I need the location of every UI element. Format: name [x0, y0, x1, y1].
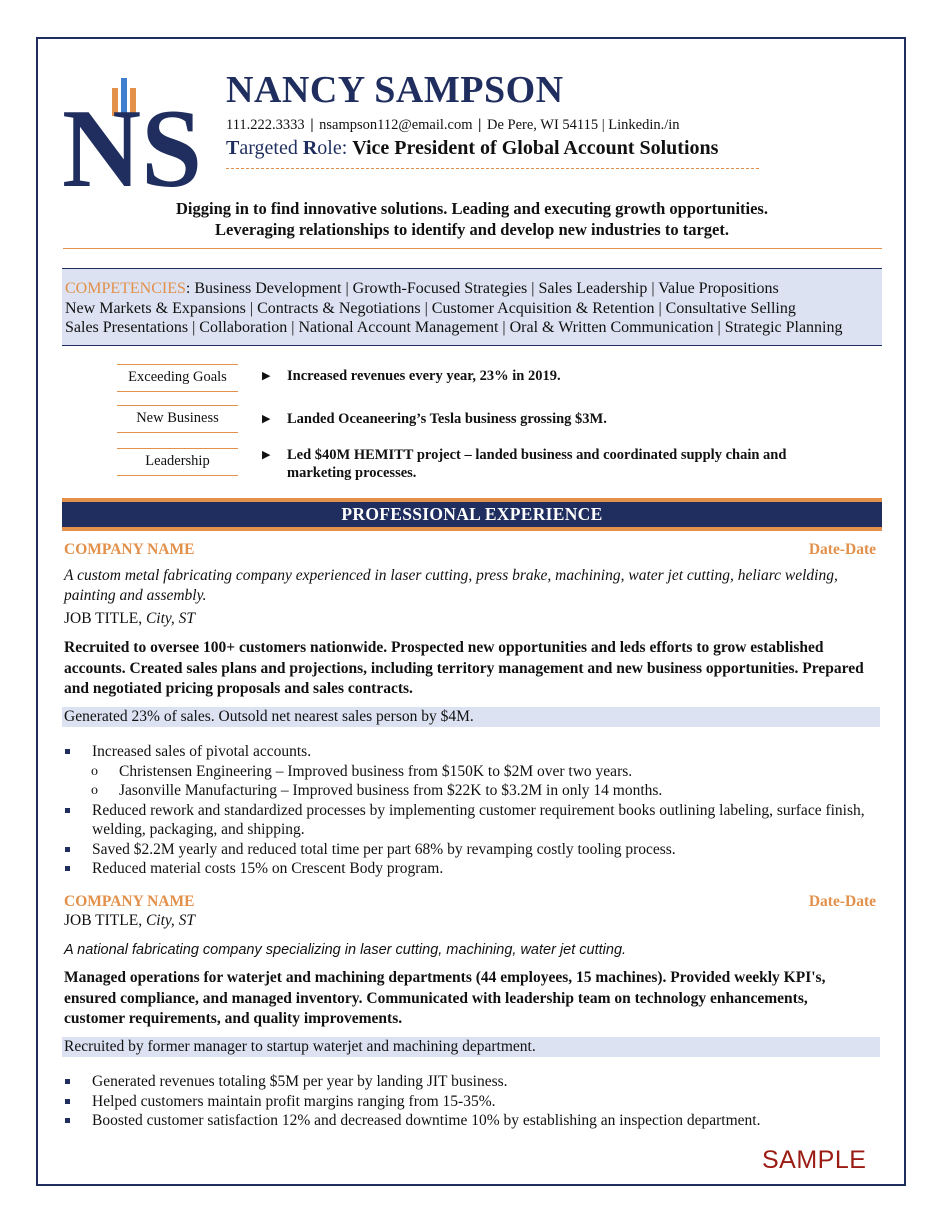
- separator: |: [601, 117, 605, 133]
- section-heading: PROFESSIONAL EXPERIENCE: [62, 498, 882, 531]
- email: nsampson112@email.com: [319, 117, 473, 133]
- separator: |: [310, 117, 314, 133]
- targeted-role: [226, 137, 718, 160]
- tagline-line-1: Digging in to find innovative solutions. Leading and executing growth opportunities.: [176, 199, 768, 218]
- competencies-box: [62, 268, 882, 346]
- list-item: o Christensen Engineering – Improved business from $150K to $2M over two years.: [91, 762, 633, 780]
- competencies-line-2: New Markets & Expansions | Contracts & Negotiations | Customer Acquisition & Retention | Consultative Selling: [65, 299, 796, 317]
- location: De Pere, WI 54115: [486, 117, 599, 133]
- square-bullet-icon: [65, 1099, 70, 1104]
- candidate-name: NANCY SAMPSON: [226, 69, 564, 111]
- arrow-right-icon: ▶: [262, 370, 271, 382]
- job-summary: Managed operations for waterjet and machining departments (44 employees, 15 machines). Provided weekly KPI's, ensured compliance, and managed inventory. Communicated with leadership team on technology enhancements, customer requirements, and quality improvements.: [64, 969, 826, 1027]
- square-bullet-icon: [65, 1079, 70, 1084]
- square-bullet-icon: [65, 866, 70, 871]
- achievement-list: [64, 742, 869, 879]
- highlight-item: ▶ Led $40M HEMITT project – landed business and coordinated supply chain and marketing processes.: [262, 447, 787, 481]
- sample-watermark: SAMPLE: [762, 1146, 867, 1174]
- separator: |: [478, 117, 482, 133]
- header-dashed-divider: [226, 168, 759, 169]
- job-title: JOB TITLE, City, ST: [64, 912, 196, 929]
- circle-bullet-icon: o: [91, 783, 98, 798]
- company-description: A custom metal fabricating company experienced in laser cutting, press brake, machining, water jet cutting, heliarc welding, painting and assembly.: [64, 567, 838, 604]
- contact-line: [226, 117, 680, 134]
- competencies-line-1: COMPETENCIES: Business Development | Growth-Focused Strategies | Sales Leadership | Value Propositions: [65, 280, 779, 297]
- highlight-label: New Business: [117, 405, 238, 433]
- job-title: JOB TITLE, City, ST: [64, 610, 196, 627]
- highlight-label: Exceeding Goals: [117, 364, 238, 392]
- list-item: Boosted customer satisfaction 12% and decreased downtime 10% by establishing an inspection department.: [64, 1111, 869, 1131]
- list-item: Generated revenues totaling $5M per year by landing JIT business.: [64, 1072, 869, 1092]
- competencies-line-3: Sales Presentations | Collaboration | National Account Management | Oral & Written Communication | Strategic Planning: [65, 319, 843, 336]
- achievement-highlight: Generated 23% of sales. Outsold net nearest sales person by $4M.: [62, 707, 880, 727]
- list-item: Reduced material costs 15% on Crescent Body program.: [64, 859, 869, 879]
- arrow-right-icon: ▶: [262, 449, 271, 461]
- list-item: Saved $2.2M yearly and reduced total time per part 68% by revamping costly tooling process.: [64, 840, 869, 860]
- linkedin: Linkedin./in: [608, 117, 680, 133]
- circle-bullet-icon: o: [91, 763, 98, 779]
- list-item: Increased sales of pivotal accounts.: [64, 742, 869, 762]
- job-dates: Date-Date: [808, 541, 876, 558]
- targeted-role-value: Vice President of Global Account Solutions: [352, 137, 719, 159]
- square-bullet-icon: [65, 847, 70, 852]
- company-name: COMPANY NAME: [64, 541, 195, 558]
- highlight-label: Leadership: [117, 448, 238, 476]
- list-item: o Jasonville Manufacturing – Improved business from $22K to $3.2M in only 14 months.: [91, 782, 663, 799]
- orange-divider: [63, 248, 882, 249]
- job-summary: Recruited to oversee 100+ customers nationwide. Prospected new opportunities and leds efforts to grow established accounts. Created sales plans and projections, including territory management and new business opportunities. Prepared and negotiated pricing proposals and sales contracts.: [64, 639, 864, 697]
- list-item: Reduced rework and standardized processes by implementing customer requirement books outlining labeling, surface finish, welding, packaging, and shipping.: [64, 801, 869, 840]
- targeted-role-label: Targeted Role:: [226, 137, 348, 159]
- square-bullet-icon: [65, 1118, 70, 1123]
- square-bullet-icon: [65, 749, 70, 754]
- achievement-highlight: Recruited by former manager to startup waterjet and machining department.: [62, 1037, 880, 1057]
- phone: 111.222.3333: [226, 117, 305, 133]
- competencies-label: COMPETENCIES: [65, 280, 186, 297]
- ns-monogram-logo: [60, 66, 205, 191]
- svg-text:NS: NS: [62, 87, 202, 191]
- job-dates: Date-Date: [808, 893, 876, 910]
- arrow-right-icon: ▶: [262, 413, 271, 425]
- highlight-item: ▶ Landed Oceaneering’s Tesla business grossing $3M.: [262, 411, 607, 427]
- company-name: COMPANY NAME: [64, 893, 195, 910]
- highlight-item: ▶ Increased revenues every year, 23% in 2019.: [262, 368, 561, 384]
- achievement-list: [64, 1072, 869, 1131]
- company-description: A national fabricating company specializing in laser cutting, machining, water jet cutting.: [64, 942, 627, 958]
- tagline-line-2: Leveraging relationships to identify and develop new industries to target.: [215, 220, 729, 239]
- list-item: Helped customers maintain profit margins ranging from 15-35%.: [64, 1092, 869, 1112]
- square-bullet-icon: [65, 808, 70, 813]
